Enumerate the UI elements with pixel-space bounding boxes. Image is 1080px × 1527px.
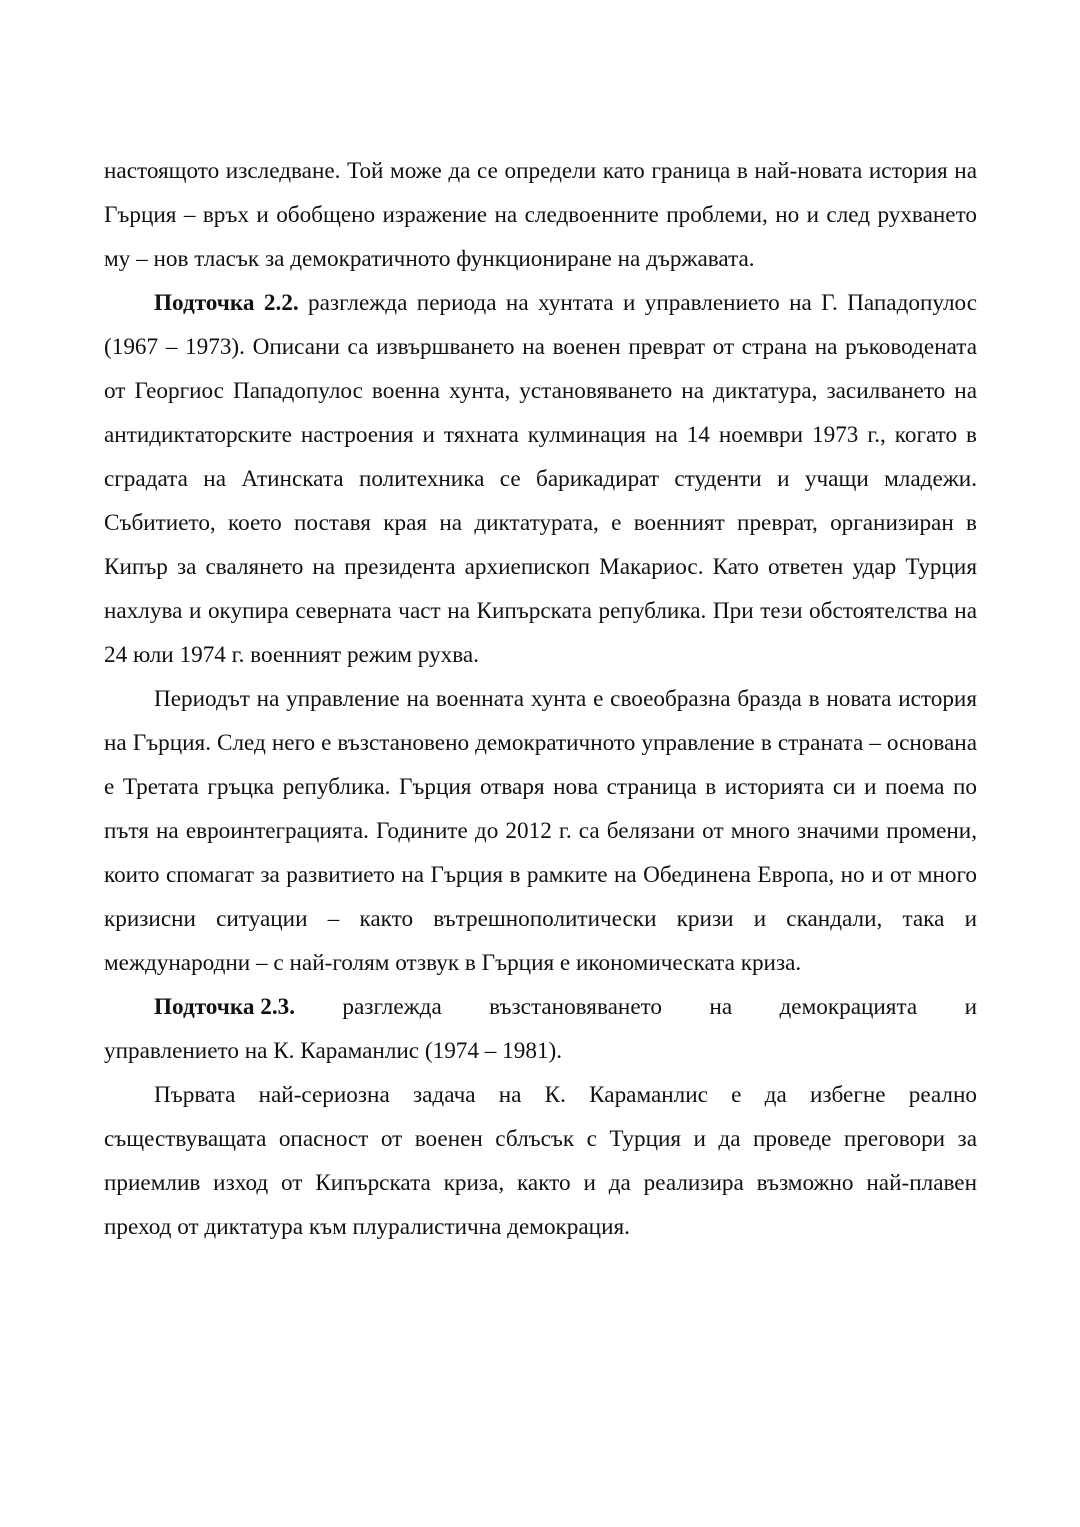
paragraph-4-line-2 <box>104 1029 977 1073</box>
paragraph-5 <box>104 1073 977 1249</box>
paragraph-4-word-1: разглежда <box>342 994 442 1020</box>
paragraph-4-word-5: и <box>964 994 977 1020</box>
paragraph-4-word-3: на <box>709 994 733 1020</box>
paragraph-3 <box>104 677 977 985</box>
paragraph-3-text: Периодът на управление на военната хунта е своеобразна бразда в новата история на Гърция. След него е възстановено демократичното управление в страната – основана е Третата гръцка република. Гърция отваря нова страница в историята си и поема по пътя на евроинтеграцията. Годините до 2012 г. са белязани от много значими промени, които спомагат за развитието на Гърция в рамките на Обединена Европа, но и от много кризисни ситуации – както вътрешнополитически кризи и скандали, така и международни – с най-голям отзвук в Гърция е икономическата криза. <box>104 686 977 976</box>
paragraph-5-text: Първата най-сериозна задача на К. Караманлис е да избегне реално съществуващата опасност от военен сблъсък с Турция и да проведе преговори за приемлив изход от Кипърската криза, както и да реализира възможно най-плавен преход от диктатура към плуралистична демокрация. <box>104 1082 977 1240</box>
paragraph-4-line-2-text: управлението на К. Караманлис (1974 – 1981). <box>104 1038 563 1064</box>
paragraph-1-text: настоящото изследване. Той може да се определи като граница в най-новата история на Гърция – връх и обобщено изражение на следвоенните проблеми, но и след рухването му – нов тласък за демократичното функциониране на държавата. <box>104 158 977 272</box>
paragraph-4-word-4: демокрацията <box>779 994 918 1020</box>
paragraph-2-text: разглежда периода на хунтата и управлението на Г. Пападопулос (1967 – 1973). Описани са извършването на военен преврат от страна на ръководената от Георгиос Пападопулос военна хунта, установяването на диктатура, засилването на антидиктаторските настроения и тяхната кулминация на 14 ноември 1973 г., когато в сградата на Атинската политехника се барикадират студенти и учащи младежи. Събитието, което поставя края на диктатурата, е военният преврат, организиран в Кипър за свалянето на президента архиепископ Макариос. Като ответен удар Турция нахлува и окупира северната част на Кипърската република. При тези обстоятелства на 24 юли 1974 г. военният режим рухва. <box>104 290 977 668</box>
paragraph-4-line-1 <box>104 985 977 1029</box>
subsection-2-2-heading: Подточка 2.2. <box>154 290 299 316</box>
paragraph-4-word-2: възстановяването <box>489 994 663 1020</box>
paragraph-2 <box>104 281 977 677</box>
document-page <box>104 149 977 1249</box>
subsection-2-3-heading: Подточка 2.3. <box>154 994 296 1020</box>
paragraph-1 <box>104 149 977 281</box>
